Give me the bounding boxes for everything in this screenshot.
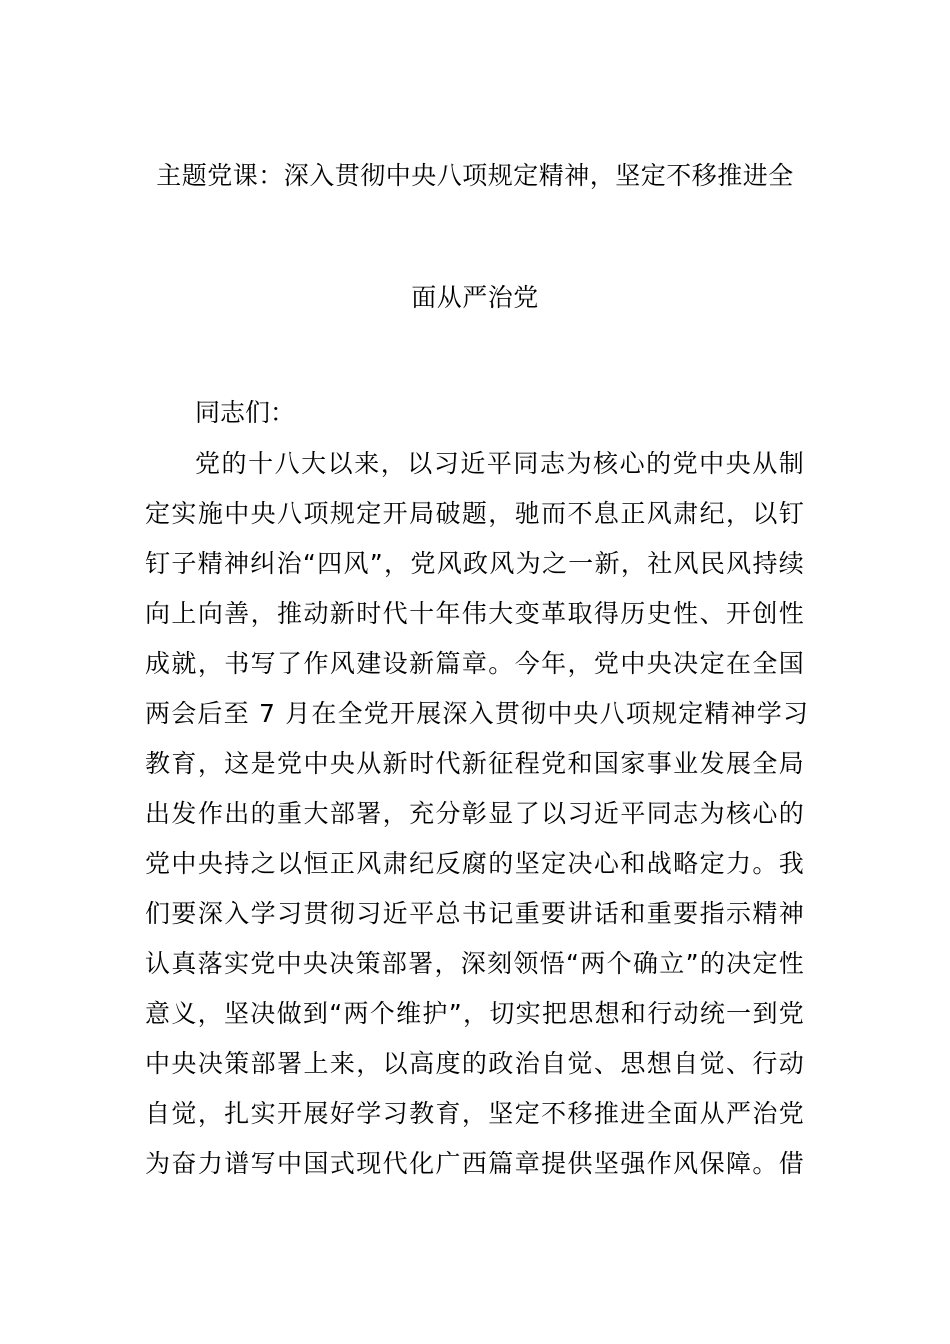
paragraph-line: 意义，坚决做到“两个维护”，切实把思想和行动统一到党 bbox=[145, 999, 805, 1028]
paragraph-line: 认真落实党中央决策部署，深刻领悟“两个确立”的决定性 bbox=[145, 949, 805, 978]
body-paragraph bbox=[145, 448, 810, 1198]
paragraph-line: 党中央持之以恒正风肃纪反腐的坚定决心和战略定力。我 bbox=[145, 849, 805, 878]
paragraph-line: 成就，书写了作风建设新篇章。今年，党中央决定在全国 bbox=[145, 649, 805, 678]
paragraph-line: 教育，这是党中央从新时代新征程党和国家事业发展全局 bbox=[145, 749, 805, 778]
document-title-line-2: 面从严治党 bbox=[411, 283, 539, 312]
paragraph-line: 定实施中央八项规定开局破题，驰而不息正风肃纪，以钉 bbox=[145, 499, 805, 528]
paragraph-line: 们要深入学习贯彻习近平总书记重要讲话和重要指示精神 bbox=[145, 899, 805, 928]
paragraph-line: 自觉，扎实开展好学习教育，坚定不移推进全面从严治党 bbox=[145, 1099, 805, 1128]
paragraph-line: 为奋力谱写中国式现代化广西篇章提供坚强作风保障。借 bbox=[145, 1149, 805, 1178]
paragraph-line: 党的十八大以来，以习近平同志为核心的党中央从制 bbox=[195, 449, 805, 478]
paragraph-line: 向上向善，推动新时代十年伟大变革取得历史性、开创性 bbox=[145, 599, 805, 628]
paragraph-line: 中央决策部署上来，以高度的政治自觉、思想自觉、行动 bbox=[145, 1049, 805, 1078]
paragraph-line: 出发作出的重大部署，充分彰显了以习近平同志为核心的 bbox=[145, 799, 805, 828]
document-title-line-1: 主题党课：深入贯彻中央八项规定精神，坚定不移推进全 bbox=[156, 161, 794, 190]
paragraph-line: 钉子精神纠治“四风”，党风政风为之一新，社风民风持续 bbox=[145, 549, 805, 578]
paragraph-line: 两会后至 7 月在全党开展深入贯彻中央八项规定精神学习 bbox=[145, 699, 810, 728]
salutation: 同志们： bbox=[195, 398, 296, 427]
